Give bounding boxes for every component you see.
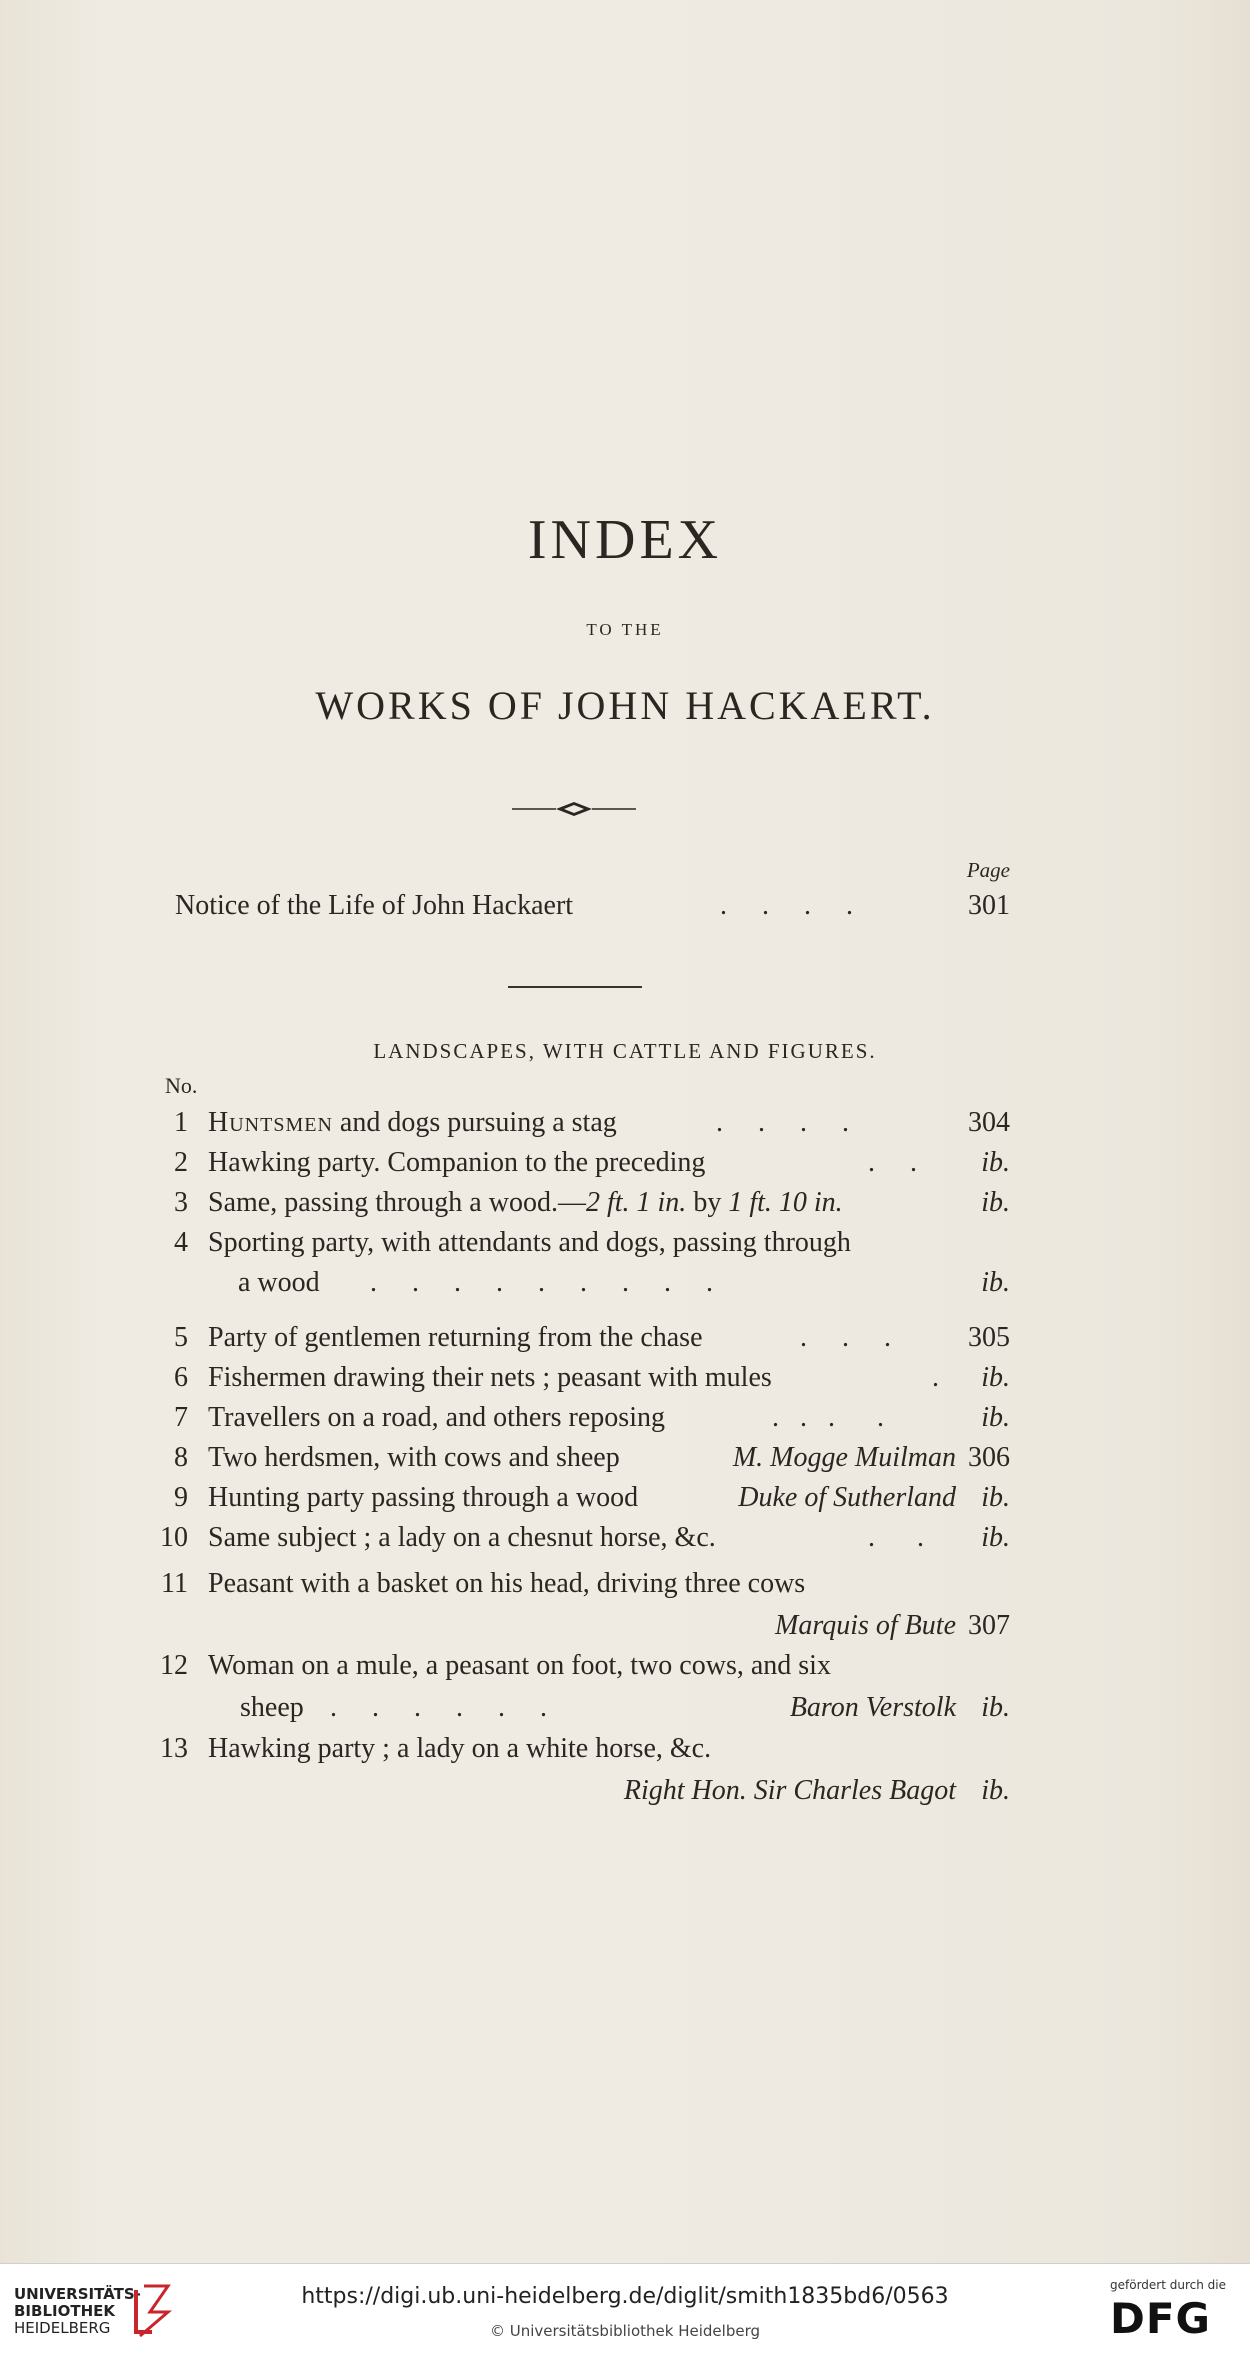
entry-text-smallcaps: Huntsmen	[208, 1107, 333, 1138]
entry-text: Fishermen drawing their nets ; peasant with mules	[208, 1362, 772, 1393]
library-logo-line: UNIVERSITÄTS-	[14, 2285, 141, 2303]
entry-leader: . . . .	[772, 1402, 884, 1433]
entry-leader: . . . . . .	[330, 1692, 547, 1723]
entry-text: Peasant with a basket on his head, driving three cows	[208, 1568, 806, 1599]
entry-owner: Marquis of Bute	[775, 1610, 956, 1641]
entry-number: 7	[174, 1402, 188, 1433]
entry-number: 13	[160, 1733, 188, 1764]
entry-page: ib.	[981, 1187, 1010, 1218]
entry-page: ib.	[981, 1522, 1010, 1553]
entry-page: ib.	[981, 1267, 1010, 1298]
entry-number: 5	[174, 1322, 188, 1353]
dimension-feet: 2 ft.	[585, 1187, 630, 1218]
entry-number: 11	[161, 1568, 188, 1599]
entry-number: 10	[160, 1522, 188, 1553]
entry-text: Same subject ; a lady on a chesnut horse, &c.	[208, 1522, 716, 1553]
entry-page: ib.	[981, 1147, 1010, 1178]
entry-text-part: Same, passing through a wood.—	[208, 1187, 586, 1218]
index-title: INDEX	[527, 509, 723, 571]
entry-page: 307	[968, 1610, 1010, 1641]
ornament-divider	[512, 797, 636, 821]
entry-text: Party of gentlemen returning from the chase	[208, 1322, 703, 1353]
entry-text-rest: and dogs pursuing a stag	[332, 1107, 617, 1138]
notice-entry-leader: . . . .	[720, 890, 853, 921]
entry-text: Hunting party passing through a wood	[208, 1482, 639, 1513]
entry-number: 9	[174, 1482, 188, 1513]
dimension-feet: 1 ft.	[728, 1187, 772, 1218]
entry-text: Hawking party. Companion to the preceding	[208, 1147, 706, 1178]
entry-text: Two herdsmen, with cows and sheep	[208, 1442, 620, 1473]
entry-page: ib.	[981, 1402, 1010, 1433]
index-subtitle: TO THE	[586, 620, 664, 639]
library-logo-line: BIBLIOTHEK	[14, 2302, 115, 2320]
entry-owner: Baron Verstolk	[789, 1692, 956, 1723]
entry-leader: . .	[868, 1522, 924, 1553]
entry-number: 12	[160, 1650, 188, 1681]
entry-leader: . .	[868, 1147, 917, 1178]
funder-note: gefördert durch die	[1110, 2278, 1226, 2292]
library-logo-line: HEIDELBERG	[14, 2319, 111, 2337]
entry-text-continued: a wood	[238, 1267, 320, 1298]
entry-number: 8	[174, 1442, 188, 1473]
entry-page: ib.	[981, 1362, 1010, 1393]
entry-text: Sporting party, with attendants and dogs, passing through	[208, 1227, 851, 1258]
section-heading: LANDSCAPES, WITH CATTLE AND FIGURES.	[373, 1039, 877, 1063]
entry-number: 1	[174, 1107, 188, 1138]
copyright-notice: © Universitätsbibliothek Heidelberg	[489, 2322, 760, 2340]
entry-leader: . . . . . . . . .	[370, 1267, 713, 1298]
dfg-logo[interactable]: DFG	[1110, 2294, 1212, 2343]
entry-page: 306	[968, 1442, 1010, 1473]
dimension-inches: 1 in.	[629, 1187, 687, 1218]
entry-owner: M. Mogge Muilman	[732, 1442, 956, 1473]
entry-number: 6	[174, 1362, 188, 1393]
viewer-footer	[0, 2263, 1250, 2354]
entry-leader: . . .	[800, 1322, 891, 1353]
entry-leader: .	[932, 1362, 939, 1393]
entry-text-continued: sheep	[240, 1692, 304, 1723]
entry-owner: Right Hon. Sir Charles Bagot	[623, 1775, 956, 1806]
page-column-label: Page	[966, 858, 1010, 882]
entry-page: 305	[968, 1322, 1010, 1353]
entry-page: ib.	[981, 1775, 1010, 1806]
entry-page: ib.	[981, 1482, 1010, 1513]
entry-text-part: by	[686, 1187, 729, 1218]
section-rule	[508, 986, 642, 988]
entry-number: 2	[174, 1147, 188, 1178]
entry-leader: . . . .	[716, 1107, 849, 1138]
entry-text: Hawking party ; a lady on a white horse, &c.	[208, 1733, 712, 1764]
entry-text: Travellers on a road, and others reposing	[208, 1402, 665, 1433]
works-title: WORKS OF JOHN HACKAERT.	[315, 683, 935, 728]
dimension-inches: 10 in.	[771, 1187, 843, 1218]
entry-number: 3	[174, 1187, 188, 1218]
entry-owner: Duke of Sutherland	[738, 1482, 956, 1513]
entry-page: 304	[968, 1107, 1010, 1138]
entry-text	[208, 1187, 843, 1219]
number-column-label: No.	[165, 1073, 198, 1098]
entry-page: ib.	[981, 1692, 1010, 1723]
entry-text	[208, 1107, 617, 1139]
notice-entry-text: Notice of the Life of John Hackaert	[175, 890, 574, 921]
entry-text: Woman on a mule, a peasant on foot, two cows, and six	[208, 1650, 831, 1681]
entry-number: 4	[174, 1227, 188, 1258]
page-url-link[interactable]: https://digi.ub.uni-heidelberg.de/diglit/smith1835bd6/0563	[301, 2284, 949, 2309]
notice-entry-page: 301	[968, 890, 1010, 921]
